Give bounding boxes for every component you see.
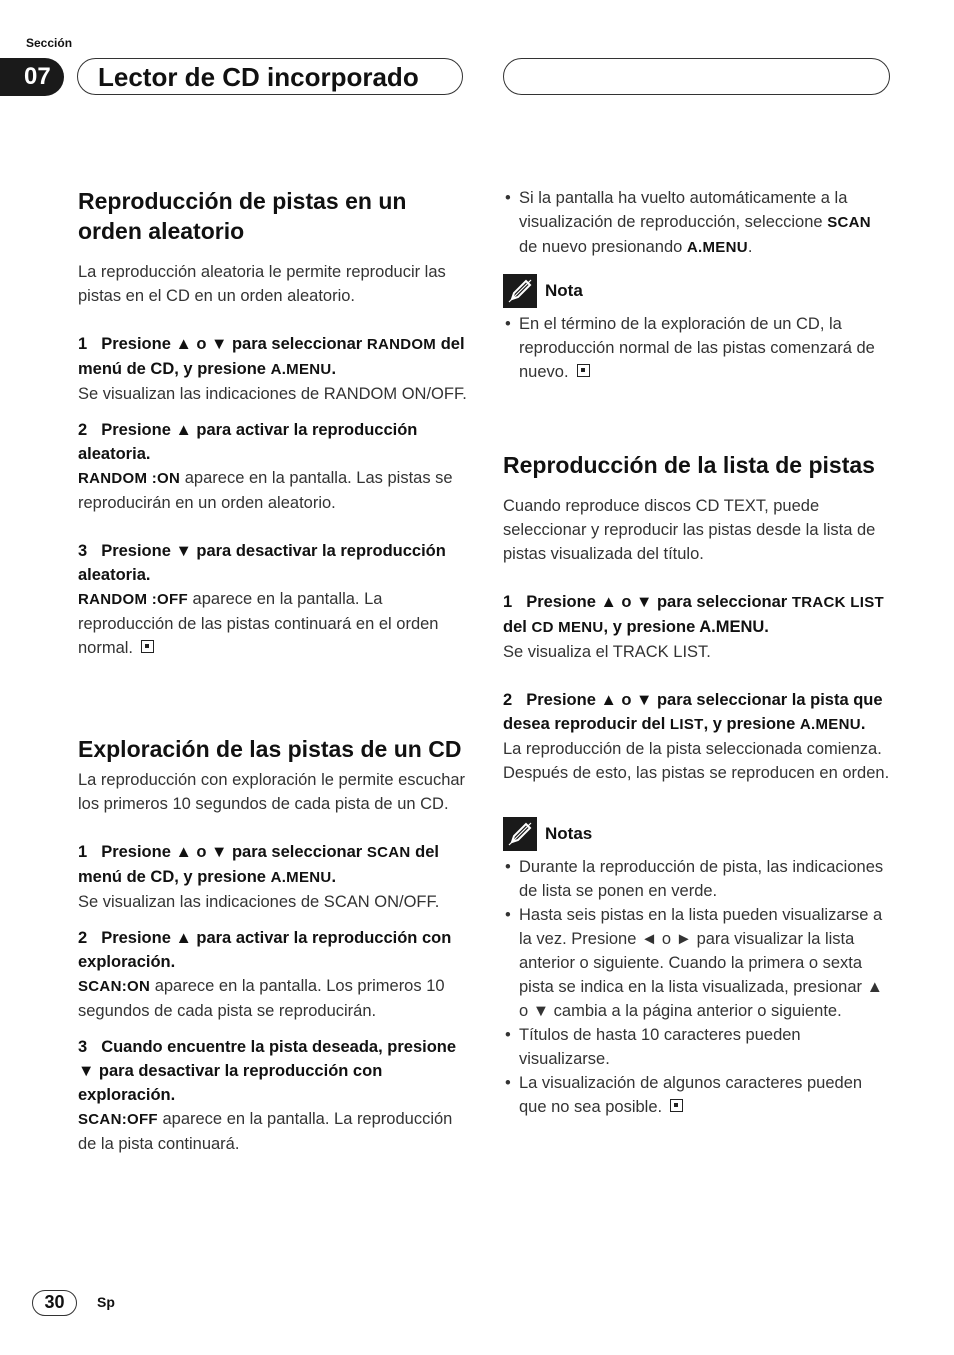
heading-random-play: Reproducción de pistas en un orden aleatorio xyxy=(78,188,407,244)
chapter-title: Lector de CD incorporado xyxy=(98,62,419,92)
scan-intro: La reproducción con exploración le permite escuchar los primeros 10 segundos de cada pista de un CD. xyxy=(78,771,466,813)
notes-item: • Títulos de hasta 10 caracteres pueden visualizarse. xyxy=(503,1023,891,1071)
notes-label: Notas xyxy=(545,824,593,843)
tracklist-step-2-desc: La reproducción de la pista seleccionada comienza. Después de esto, las pistas se reproducen en orden. xyxy=(503,740,890,782)
note-list xyxy=(503,312,891,384)
random-intro: La reproducción aleatoria le permite reproducir las pistas en el CD en un orden aleatorio. xyxy=(78,263,446,305)
tracklist-step-1-desc: Se visualiza el TRACK LIST. xyxy=(503,643,711,661)
random-step-3-desc: RANDOM :OFF aparece en la pantalla. La reproducción de las pistas continuará en el orden normal. xyxy=(78,590,439,657)
heading-scan-play: Exploración de las pistas de un CD xyxy=(78,736,462,762)
right-column xyxy=(503,186,891,1119)
language-code: Sp xyxy=(97,1294,115,1310)
left-column xyxy=(78,186,468,1156)
chapter-title-box xyxy=(77,58,463,95)
stop-icon xyxy=(577,364,590,377)
note-pencil-icon xyxy=(503,274,537,308)
random-step-3: 3 Presione ▼ para desactivar la reproducción aleatoria. xyxy=(78,542,446,584)
note-item: • En el término de la exploración de un CD, la reproducción normal de las pistas comenzará de nuevo. xyxy=(503,312,891,384)
random-step-2: 2 Presione ▲ para activar la reproducción aleatoria. xyxy=(78,421,418,463)
stop-icon xyxy=(141,640,154,653)
notes-item: • Hasta seis pistas en la lista pueden visualizarse a la vez. Presione ◄ o ► para visualizar la lista anterior o siguiente. Cuando la primera o sexta pista se indica en la lista visualizada, presionar ▲ o ▼ cambia a la página anterior o siguiente. xyxy=(503,903,891,1023)
scan-step-1-desc: Se visualizan las indicaciones de SCAN ON/OFF. xyxy=(78,893,440,911)
scan-step-2-desc: SCAN:ON aparece en la pantalla. Los primeros 10 segundos de cada pista se reproducirán. xyxy=(78,977,445,1020)
notes-item: • Durante la reproducción de pista, las indicaciones de lista se ponen en verde. xyxy=(503,855,891,903)
note-label: Nota xyxy=(545,281,583,300)
notes-list xyxy=(503,855,891,1119)
empty-title-box xyxy=(503,58,890,95)
scan-continued-item: • Si la pantalla ha vuelto automáticamente a la visualización de reproducción, seleccione SCAN de nuevo presionando A.MENU. xyxy=(503,186,891,260)
random-step-1: 1 Presione ▲ o ▼ para seleccionar RANDOM del menú de CD, y presione A.MENU. xyxy=(78,335,465,378)
section-label: Sección xyxy=(26,36,73,50)
tracklist-intro: Cuando reproduce discos CD TEXT, puede seleccionar y reproducir las pistas desde la lista de pistas visualizada del título. xyxy=(503,497,876,563)
notes-item: • La visualización de algunos caracteres pueden que no sea posible. xyxy=(503,1071,891,1119)
heading-track-list: Reproducción de la lista de pistas xyxy=(503,452,875,478)
stop-icon xyxy=(670,1099,683,1112)
random-step-1-desc: Se visualizan las indicaciones de RANDOM ON/OFF. xyxy=(78,385,467,403)
note-header xyxy=(503,274,891,308)
notes-header xyxy=(503,817,891,851)
scan-continued-list xyxy=(503,186,891,260)
section-number-badge: 07 xyxy=(0,58,64,96)
page-number: 30 xyxy=(32,1290,77,1316)
scan-step-3: 3 Cuando encuentre la pista deseada, presione ▼ para desactivar la reproducción con exploración. xyxy=(78,1038,457,1104)
scan-step-1: 1 Presione ▲ o ▼ para seleccionar SCAN del menú de CD, y presione A.MENU. xyxy=(78,843,439,886)
random-step-2-desc: RANDOM :ON aparece en la pantalla. Las pistas se reproducirán en un orden aleatorio. xyxy=(78,469,453,512)
tracklist-step-1: 1 Presione ▲ o ▼ para seleccionar TRACK LIST del CD MENU, y presione A.MENU. xyxy=(503,593,884,636)
tracklist-step-2: 2 Presione ▲ o ▼ para seleccionar la pista que desea reproducir del LIST, y presione A.MENU. xyxy=(503,691,883,733)
note-pencil-icon xyxy=(503,817,537,851)
scan-step-3-desc: SCAN:OFF aparece en la pantalla. La reproducción de la pista continuará. xyxy=(78,1110,453,1153)
scan-step-2: 2 Presione ▲ para activar la reproducción con exploración. xyxy=(78,929,452,971)
